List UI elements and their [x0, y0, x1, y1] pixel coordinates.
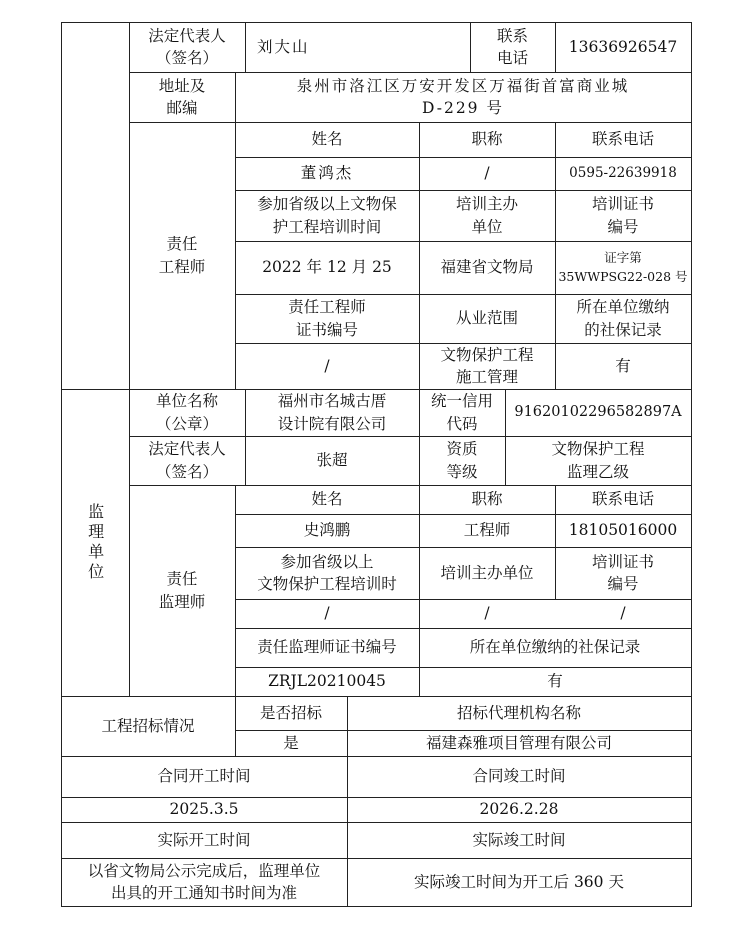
- engineer-scope-header: 从业范围: [455, 309, 518, 328]
- actual-end-header: 实际竣工时间: [472, 830, 566, 849]
- engineer-cert-header: 培训证书 编号: [591, 195, 654, 236]
- supervision-rep-header: 法定代表人 （签名）: [148, 440, 226, 481]
- supervision-section-label: 监理单位: [85, 502, 105, 583]
- actual-start: 以省文物局公示完成后，监理单位 出具的开工通知书时间为准: [87, 861, 321, 902]
- supervisor-train-org-header: 培训主办单位: [440, 563, 534, 582]
- bidding-agency-header: 招标代理机构名称: [456, 703, 581, 722]
- address-value: 泉州市洛江区万安开发区万福街首富商业城 D-229 号: [296, 76, 630, 117]
- engineer-phone-header: 联系电话: [591, 130, 654, 149]
- engineer-insurance-header: 所在单位缴纳 的社保记录: [576, 298, 670, 339]
- engineer-title-header: 职称: [471, 130, 503, 149]
- supervision-credit-header: 统一信用 代码: [430, 392, 493, 433]
- engineer-eng-cert: /: [324, 356, 330, 375]
- supervision-credit: 91620102296582897A: [514, 403, 682, 420]
- supervisor-title: 工程师: [463, 521, 511, 540]
- supervision-unit-header: 单位名称 （公章）: [155, 392, 218, 433]
- legal-rep-label: 法定代表人 （签名）: [148, 26, 226, 67]
- supervisor-cert-header: 培训证书 编号: [591, 552, 654, 593]
- engineer-train-time-header: 参加省级以上文物保 护工程培训时间: [257, 195, 397, 236]
- supervisor-name-header: 姓名: [311, 490, 343, 509]
- contract-start: 2025.3.5: [169, 800, 239, 819]
- contract-end-header: 合同竣工时间: [472, 767, 566, 786]
- engineer-name: 董鸿杰: [300, 164, 354, 183]
- engineer-train-time: 2022 年 12 月 25: [262, 258, 392, 277]
- supervisor-cert-no-header: 责任监理师证书编号: [257, 638, 397, 657]
- supervision-rep: 张超: [316, 451, 348, 470]
- supervision-qual: 文物保护工程 监理乙级: [551, 440, 645, 481]
- supervisor-insurance-header: 所在单位缴纳的社保记录: [469, 638, 641, 657]
- supervisor-train-time-header: 参加省级以上 文物保护工程培训时: [257, 552, 397, 593]
- supervisor-phone: 18105016000: [568, 521, 678, 540]
- supervisor-train-time: /: [324, 604, 330, 623]
- supervisor-cert: /: [620, 604, 626, 623]
- supervisor-phone-header: 联系电话: [591, 490, 654, 509]
- supervisor-section-label: 责任 监理师: [158, 570, 206, 611]
- supervisor-insurance: 有: [547, 672, 563, 691]
- supervisor-title-header: 职称: [471, 490, 503, 509]
- actual-end: 实际竣工时间为开工后 360 天: [414, 872, 624, 891]
- legal-rep-phone: 13636926547: [568, 37, 678, 56]
- engineer-phone: 0595-22639918: [569, 164, 677, 181]
- bidding-label: 工程招标情况: [101, 716, 195, 735]
- legal-rep-name: 刘大山: [257, 37, 310, 56]
- address-label: 地址及 邮编: [158, 76, 206, 117]
- engineer-scope: 文物保护工程 施工管理: [440, 345, 534, 386]
- engineer-section-label: 责任 工程师: [158, 235, 206, 276]
- engineer-name-header: 姓名: [311, 130, 343, 149]
- supervision-unit: 福州市名城古厝 设计院有限公司: [277, 392, 387, 433]
- supervisor-cert-no: ZRJL20210045: [268, 672, 386, 691]
- engineer-title: /: [484, 164, 490, 183]
- engineer-cert: 证字第 35WWPSG22-028 号: [558, 250, 688, 284]
- engineer-train-org-header: 培训主办 单位: [455, 195, 518, 236]
- supervisor-train-org: /: [484, 604, 490, 623]
- bidding-agency: 福建森雅项目管理有限公司: [425, 733, 612, 752]
- contract-start-header: 合同开工时间: [157, 767, 251, 786]
- bidding-is-bid: 是: [283, 733, 299, 752]
- contract-end: 2026.2.28: [479, 800, 559, 819]
- supervision-qual-header: 资质 等级: [446, 440, 478, 481]
- bidding-is-bid-header: 是否招标: [259, 703, 322, 722]
- supervisor-name: 史鸿鹏: [303, 521, 351, 540]
- engineer-eng-cert-header: 责任工程师 证书编号: [288, 298, 366, 339]
- actual-start-header: 实际开工时间: [157, 830, 251, 849]
- engineer-insurance: 有: [615, 356, 631, 375]
- contact-label: 联系 电话: [496, 26, 528, 67]
- engineer-train-org: 福建省文物局: [440, 258, 534, 277]
